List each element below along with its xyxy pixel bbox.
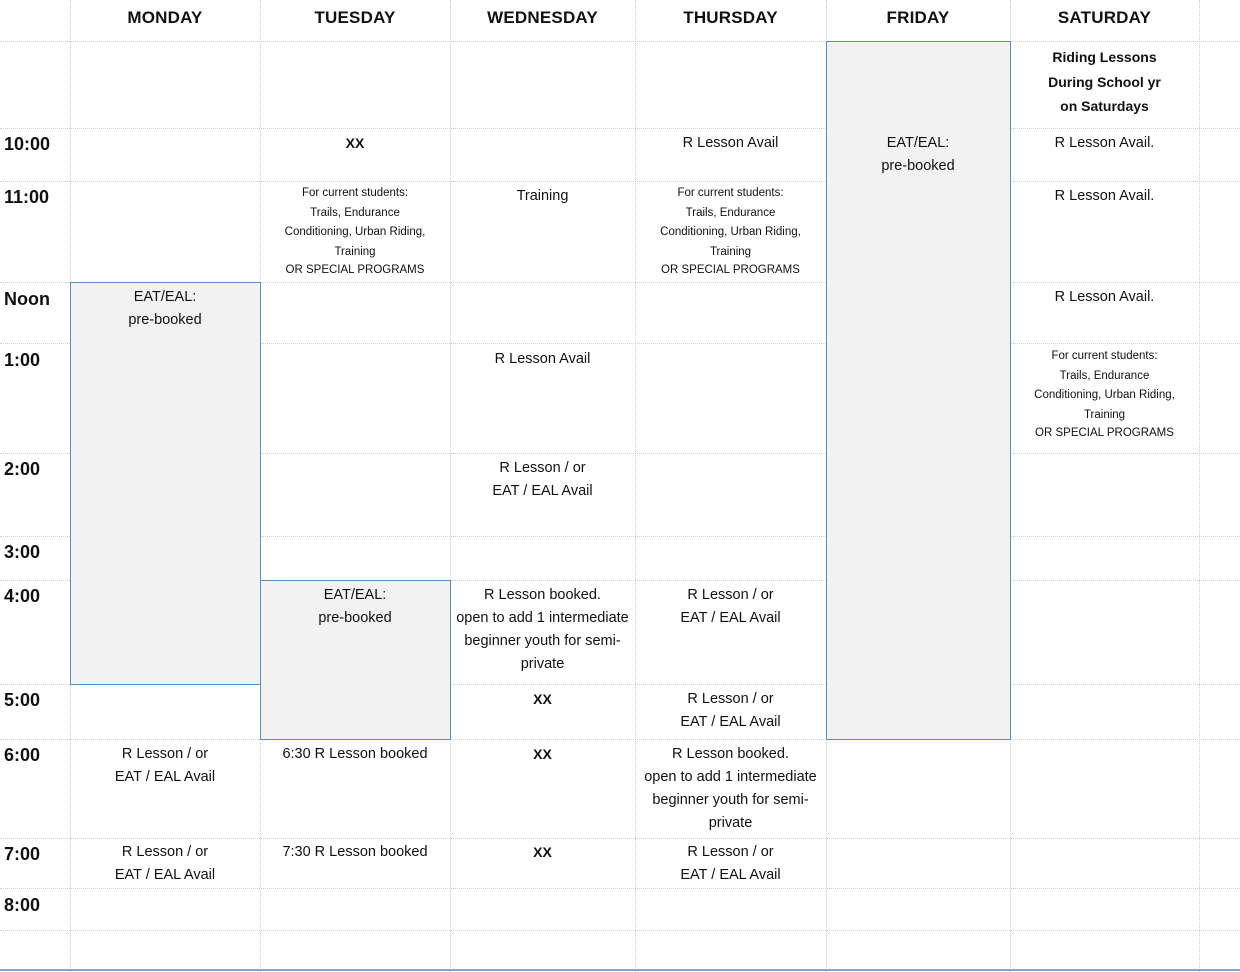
- time-label-0300: 3:00: [4, 542, 41, 562]
- tuesday-0400-cell: EAT/EAL: pre-booked: [318, 587, 392, 626]
- day-header-saturday: SATURDAY: [1057, 8, 1152, 27]
- grid-row-line: [0, 930, 1240, 931]
- time-label-0700: 7:00: [4, 844, 41, 864]
- wednesday-0100-cell: R Lesson Avail: [494, 351, 591, 367]
- thursday-0700-cell: R Lesson / or EAT / EAL Avail: [680, 844, 781, 883]
- time-label-0200: 2:00: [4, 459, 41, 479]
- thursday-1000-cell: R Lesson Avail: [682, 135, 779, 151]
- thursday-0400-cell: R Lesson / or EAT / EAL Avail: [680, 587, 781, 626]
- saturday-1100-cell: R Lesson Avail.: [1054, 188, 1155, 204]
- saturday-header-note: Riding Lessons During School yr on Saturdays: [1048, 49, 1161, 114]
- time-label-0100: 1:00: [4, 350, 41, 370]
- time-label-0400: 4:00: [4, 586, 41, 606]
- time-label-1000: 10:00: [4, 134, 51, 154]
- time-label-noon: Noon: [4, 289, 50, 309]
- thursday-0500-cell: R Lesson / or EAT / EAL Avail: [680, 691, 781, 730]
- grid-row-line: [0, 128, 1240, 129]
- day-header-monday: MONDAY: [127, 8, 203, 27]
- saturday-0100-cell: For current students: Trails, Endurance Conditioning, Urban Riding, Training OR SPECIAL PROGRAMS: [1034, 350, 1175, 439]
- grid-row-line: [0, 739, 1240, 740]
- tuesday-0700-cell: 7:30 R Lesson booked: [282, 844, 428, 860]
- wednesday-0700-cell: XX: [533, 844, 552, 860]
- friday-1000-cell: EAT/EAL: pre-booked: [881, 135, 955, 174]
- monday-booked-block: [70, 282, 261, 685]
- wednesday-0500-cell: XX: [533, 691, 552, 707]
- saturday-1000-cell: R Lesson Avail.: [1054, 135, 1155, 151]
- monday-0600-cell: R Lesson / or EAT / EAL Avail: [114, 746, 216, 785]
- time-label-0500: 5:00: [4, 690, 41, 710]
- wednesday-1100-cell: Training: [516, 188, 569, 204]
- monday-noon-cell: EAT/EAL: pre-booked: [128, 289, 202, 328]
- tuesday-1000-cell: XX: [345, 135, 365, 151]
- wednesday-0200-cell: R Lesson / or EAT / EAL Avail: [492, 460, 593, 499]
- wednesday-0400-cell: R Lesson booked. open to add 1 intermediate beginner youth for semi- private: [456, 587, 629, 672]
- time-label-0800: 8:00: [4, 895, 41, 915]
- tuesday-1100-cell: For current students: Trails, Endurance Conditioning, Urban Riding, Training OR SPECIAL PROGRAMS: [284, 187, 426, 276]
- time-label-1100: 11:00: [4, 187, 50, 207]
- thursday-0600-cell: R Lesson booked. open to add 1 intermediate beginner youth for semi- private: [644, 746, 817, 831]
- day-header-tuesday: TUESDAY: [314, 8, 396, 27]
- thursday-1100-cell: For current students: Trails, Endurance Conditioning, Urban Riding, Training OR SPECIAL PROGRAMS: [660, 187, 801, 276]
- grid-column-line: [1199, 0, 1200, 972]
- tuesday-0600-cell: 6:30 R Lesson booked: [282, 746, 428, 762]
- time-label-0600: 6:00: [4, 745, 41, 765]
- saturday-noon-cell: R Lesson Avail.: [1054, 289, 1155, 305]
- grid-row-line: [0, 181, 1240, 182]
- monday-0700-cell: R Lesson / or EAT / EAL Avail: [114, 844, 216, 883]
- day-header-wednesday: WEDNESDAY: [487, 8, 598, 27]
- grid-row-line: [0, 888, 1240, 889]
- grid-row-line: [0, 41, 1240, 42]
- wednesday-0600-cell: XX: [533, 746, 552, 762]
- day-header-friday: FRIDAY: [886, 8, 950, 27]
- day-header-thursday: THURSDAY: [683, 8, 778, 27]
- sheet-bottom-border: [0, 969, 1240, 971]
- grid-row-line: [0, 838, 1240, 839]
